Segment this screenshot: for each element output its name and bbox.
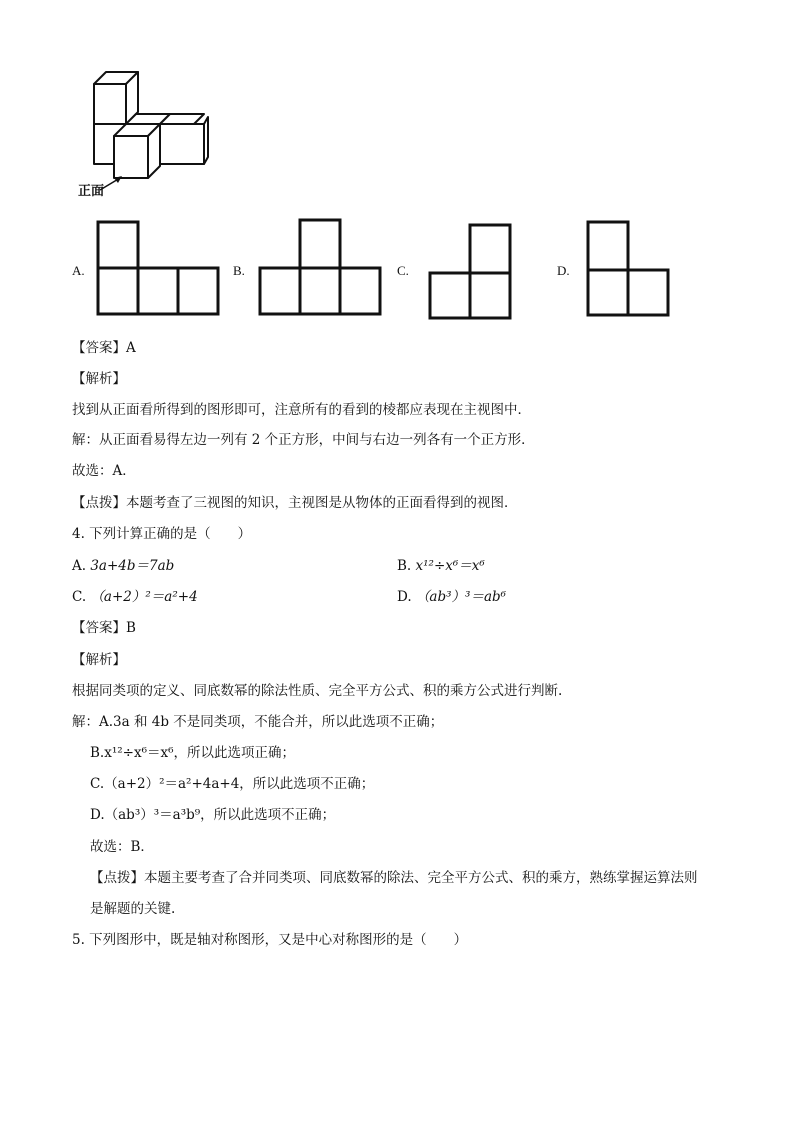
option-c-letter: C. xyxy=(397,263,409,278)
option-a-figure xyxy=(94,218,224,318)
option-b-letter: B. xyxy=(233,263,245,278)
option-d-letter: D. xyxy=(557,263,570,278)
q4-stem: 4. 下列计算正确的是（ ） xyxy=(72,526,252,542)
q4-solution-d: D.（ab³）³＝a³b⁹，所以此选项不正确； xyxy=(90,807,336,823)
q3-comment: 【点拨】本题考查了三视图的知识，主视图是从物体的正面看得到的视图． xyxy=(72,495,518,511)
option-c-figure xyxy=(424,221,524,326)
q4-comment-line2: 是解题的关键. xyxy=(90,901,176,917)
q4-option-a-text: 3a+4b＝7ab xyxy=(90,558,175,574)
q4-option-d xyxy=(397,587,506,607)
q4-option-d-text: （ab³）³＝ab⁶ xyxy=(415,589,507,605)
q4-option-d-letter: D. xyxy=(397,589,416,605)
q3-analysis-text: 找到从正面看所得到的图形即可，注意所有的看到的棱都应表现在主视图中． xyxy=(72,402,531,418)
q4-option-a-letter: A. xyxy=(72,558,91,574)
q4-solution-b: B.x¹²÷x⁶＝x⁶，所以此选项正确； xyxy=(90,745,296,761)
q3-analysis-heading: 【解析】 xyxy=(72,371,126,387)
option-a-letter: A. xyxy=(72,263,85,278)
q4-option-c-text: （a+2）²＝a²+4 xyxy=(90,589,198,605)
q3-answer: 【答案】A xyxy=(72,340,136,356)
q4-answer: 【答案】B xyxy=(72,620,136,636)
option-d-figure xyxy=(584,218,684,323)
q4-analysis-text: 根据同类项的定义、同底数幂的除法性质、完全平方公式、积的乘方公式进行判断. xyxy=(72,683,563,699)
q4-analysis-heading: 【解析】 xyxy=(72,652,126,668)
q4-choose: 故选：B． xyxy=(90,839,154,855)
q4-option-c-letter: C. xyxy=(72,589,91,605)
q4-option-b-letter: B. xyxy=(397,558,416,574)
q4-option-c xyxy=(72,587,198,607)
q4-solution-a: 解：A.3a 和 4b 不是同类项，不能合并，所以此选项不正确； xyxy=(72,714,444,730)
cube-3d-figure xyxy=(70,62,230,202)
q3-solution: 解：从正面看易得左边一列有 2 个正方形，中间与右边一列各有一个正方形． xyxy=(72,432,535,448)
q4-solution-c: C.（a+2）²＝a²+4a+4，所以此选项不正确； xyxy=(90,776,375,792)
q5-stem: 5. 下列图形中，既是轴对称图形，又是中心对称图形的是（ ） xyxy=(72,932,468,948)
q3-choose: 故选：A． xyxy=(72,463,136,479)
option-b-figure xyxy=(256,216,386,316)
front-label: 正面 xyxy=(78,184,105,199)
q4-option-a xyxy=(72,556,174,576)
q4-comment-line1: 【点拨】本题主要考查了合并同类项、同底数幂的除法、完全平方公式、积的乘方，熟练掌握运算法则 xyxy=(90,870,698,886)
q4-option-b xyxy=(397,556,485,576)
q4-option-b-text: x¹²÷x⁶＝x⁶ xyxy=(415,558,485,574)
